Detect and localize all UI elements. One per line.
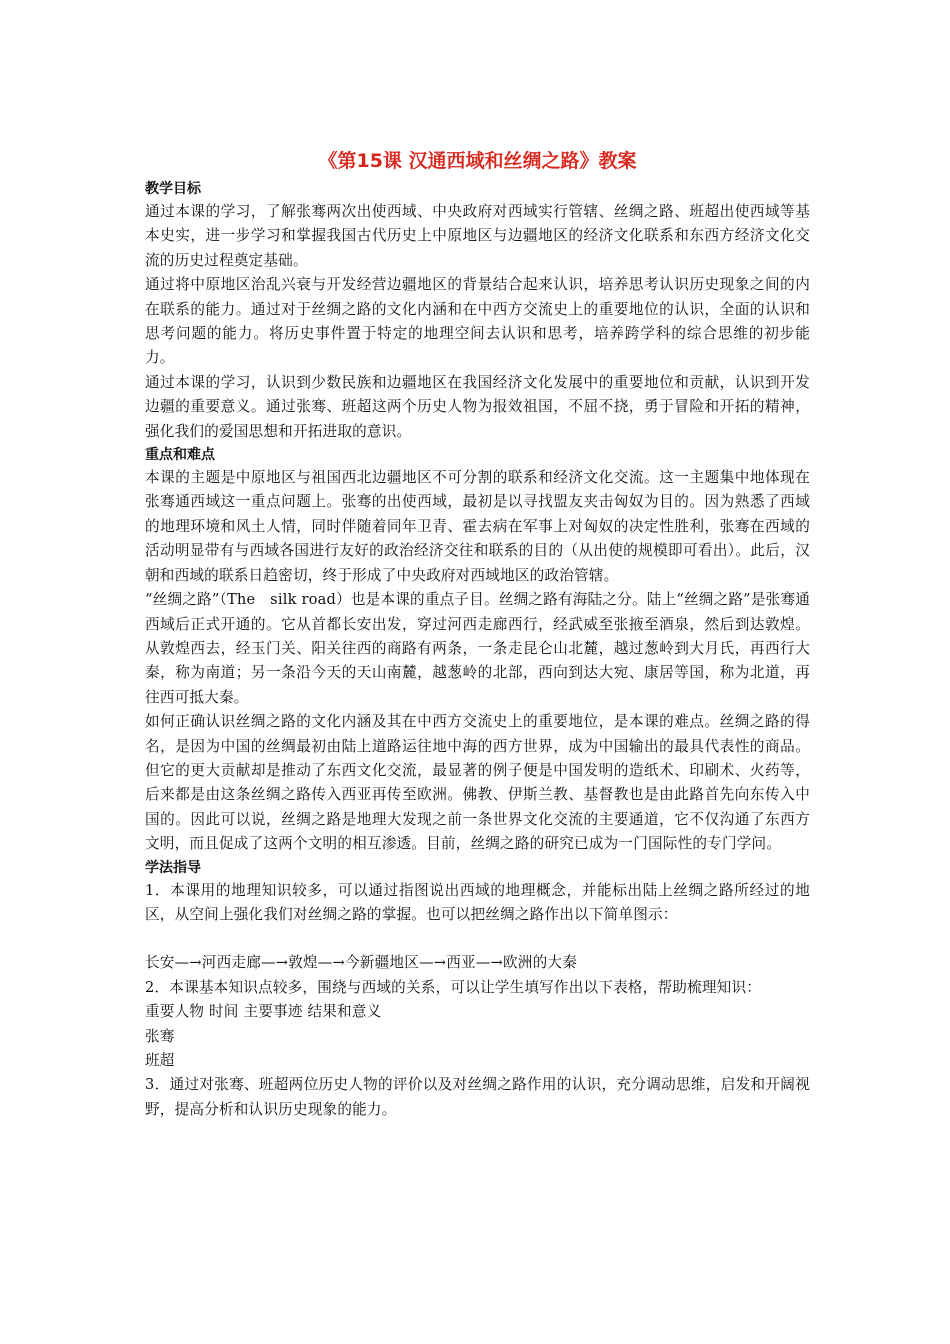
table-header-row: 重要人物 时间 主要事迹 结果和意义 [145,1003,382,1021]
route-diagram: 长安—→河西走廊—→敦煌—→今新疆地区—→西亚—→欧洲的大秦 [145,954,577,972]
paragraph: 通过本课的学习，了解张骞两次出使西域、中央政府对西域实行管辖、丝绸之路、班超出使西域等基本史实，进一步学习和掌握我国古代历史上中原地区与边疆地区的经济文化联系和东西方经济文化交流的历史过程奠定基础。 [145,203,810,269]
table-row: 张骞 [145,1027,175,1045]
paragraph: 本课的主题是中原地区与祖国西北边疆地区不可分割的联系和经济文化交流。这一主题集中地体现在张骞通西域这一重点问题上。张骞的出使西域，最初是以寻找盟友夹击匈奴为目的。因为熟悉了西域的地理环境和风土人情，同时伴随着同年卫青、霍去病在军事上对匈奴的决定性胜利，张骞在西域的活动明显带有与西域各国进行友好的政治经济交往和联系的目的（从出使的规模即可看出）。此后，汉朝和西域的联系日趋密切，终于形成了中央政府对西域地区的政治管辖。 [145,469,810,584]
paragraph: 如何正确认识丝绸之路的文化内涵及其在中西方交流史上的重要地位，是本课的难点。丝绸之路的得名，是因为中国的丝绸最初由陆上道路运往地中海的西方世界，成为中国输出的最具代表性的商品。但它的更大贡献却是推动了东西文化交流，最显著的例子便是中国发明的造纸术、印刷术、火药等，后来都是由这条丝绸之路传入西亚再传至欧洲。佛教、伊斯兰教、基督教也是由此路首先向东传入中国的。因此可以说，丝绸之路是地理大发现之前一条世界文化交流的主要通道，它不仅沟通了东西方文明，而且促成了这两个文明的相互渗透。目前，丝绸之路的研究已成为一门国际性的专门学问。 [145,713,810,853]
method-item-3: 3．通过对张骞、班超两位历史人物的评价以及对丝绸之路作用的认识，充分调动思维，启发和开阔视野，提高分析和认识历史现象的能力。 [145,1076,810,1118]
section-key-points [145,444,810,857]
method-item-1: 1．本课用的地理知识较多，可以通过指图说出西域的地理概念，并能标出陆上丝绸之路所经过的地区，从空间上强化我们对丝绸之路的掌握。也可以把丝绸之路作出以下简单图示： [145,881,810,923]
section-heading: 学法指导 [145,859,201,876]
document-page [145,148,810,1122]
table-row: 班超 [145,1052,175,1069]
section-heading: 教学目标 [145,181,201,197]
blank-line [145,927,810,951]
paragraph: “丝绸之路”（The silk road）也是本课的重点子目。丝绸之路有海陆之分。陆上“丝绸之路”是张骞通西域后正式开通的。它从首都长安出发，穿过河西走廊西行，经武威至张掖至酒泉，然后到达敦煌。从敦煌西去，经玉门关、阳关往西的商路有两条，一条走昆仑山北麓，越过葱岭到大月氏，再西行大秦，称为南道；另一条沿今天的天山南麓，越葱岭的北部，西向到达大宛、康居等国，称为北道，再往西可抵大秦。 [145,591,810,706]
paragraph: 通过本课的学习，认识到少数民族和边疆地区在我国经济文化发展中的重要地位和贡献，认识到开发边疆的重要意义。通过张骞、班超这两个历史人物为报效祖国，不屈不挠，勇于冒险和开拓的精神，强化我们的爱国思想和开拓进取的意识。 [145,373,810,440]
method-item-2: 2．本课基本知识点较多，围绕与西域的关系，可以让学生填写作出以下表格，帮助梳理知识： [145,978,762,996]
section-study-methods [145,857,810,1123]
section-teaching-goals [145,178,810,444]
paragraph: 通过将中原地区治乱兴衰与开发经营边疆地区的背景结合起来认识，培养思考认识历史现象之间的内在联系的能力。通过对于丝绸之路的文化内涵和在中西方交流史上的重要地位的认识，全面的认识和思考问题的能力。将历史事件置于特定的地理空间去认识和思考，培养跨学科的综合思维的初步能力。 [145,276,810,367]
document-title: 《第15课 汉通西域和丝绸之路》教案 [318,150,637,172]
section-heading: 重点和难点 [145,447,215,464]
